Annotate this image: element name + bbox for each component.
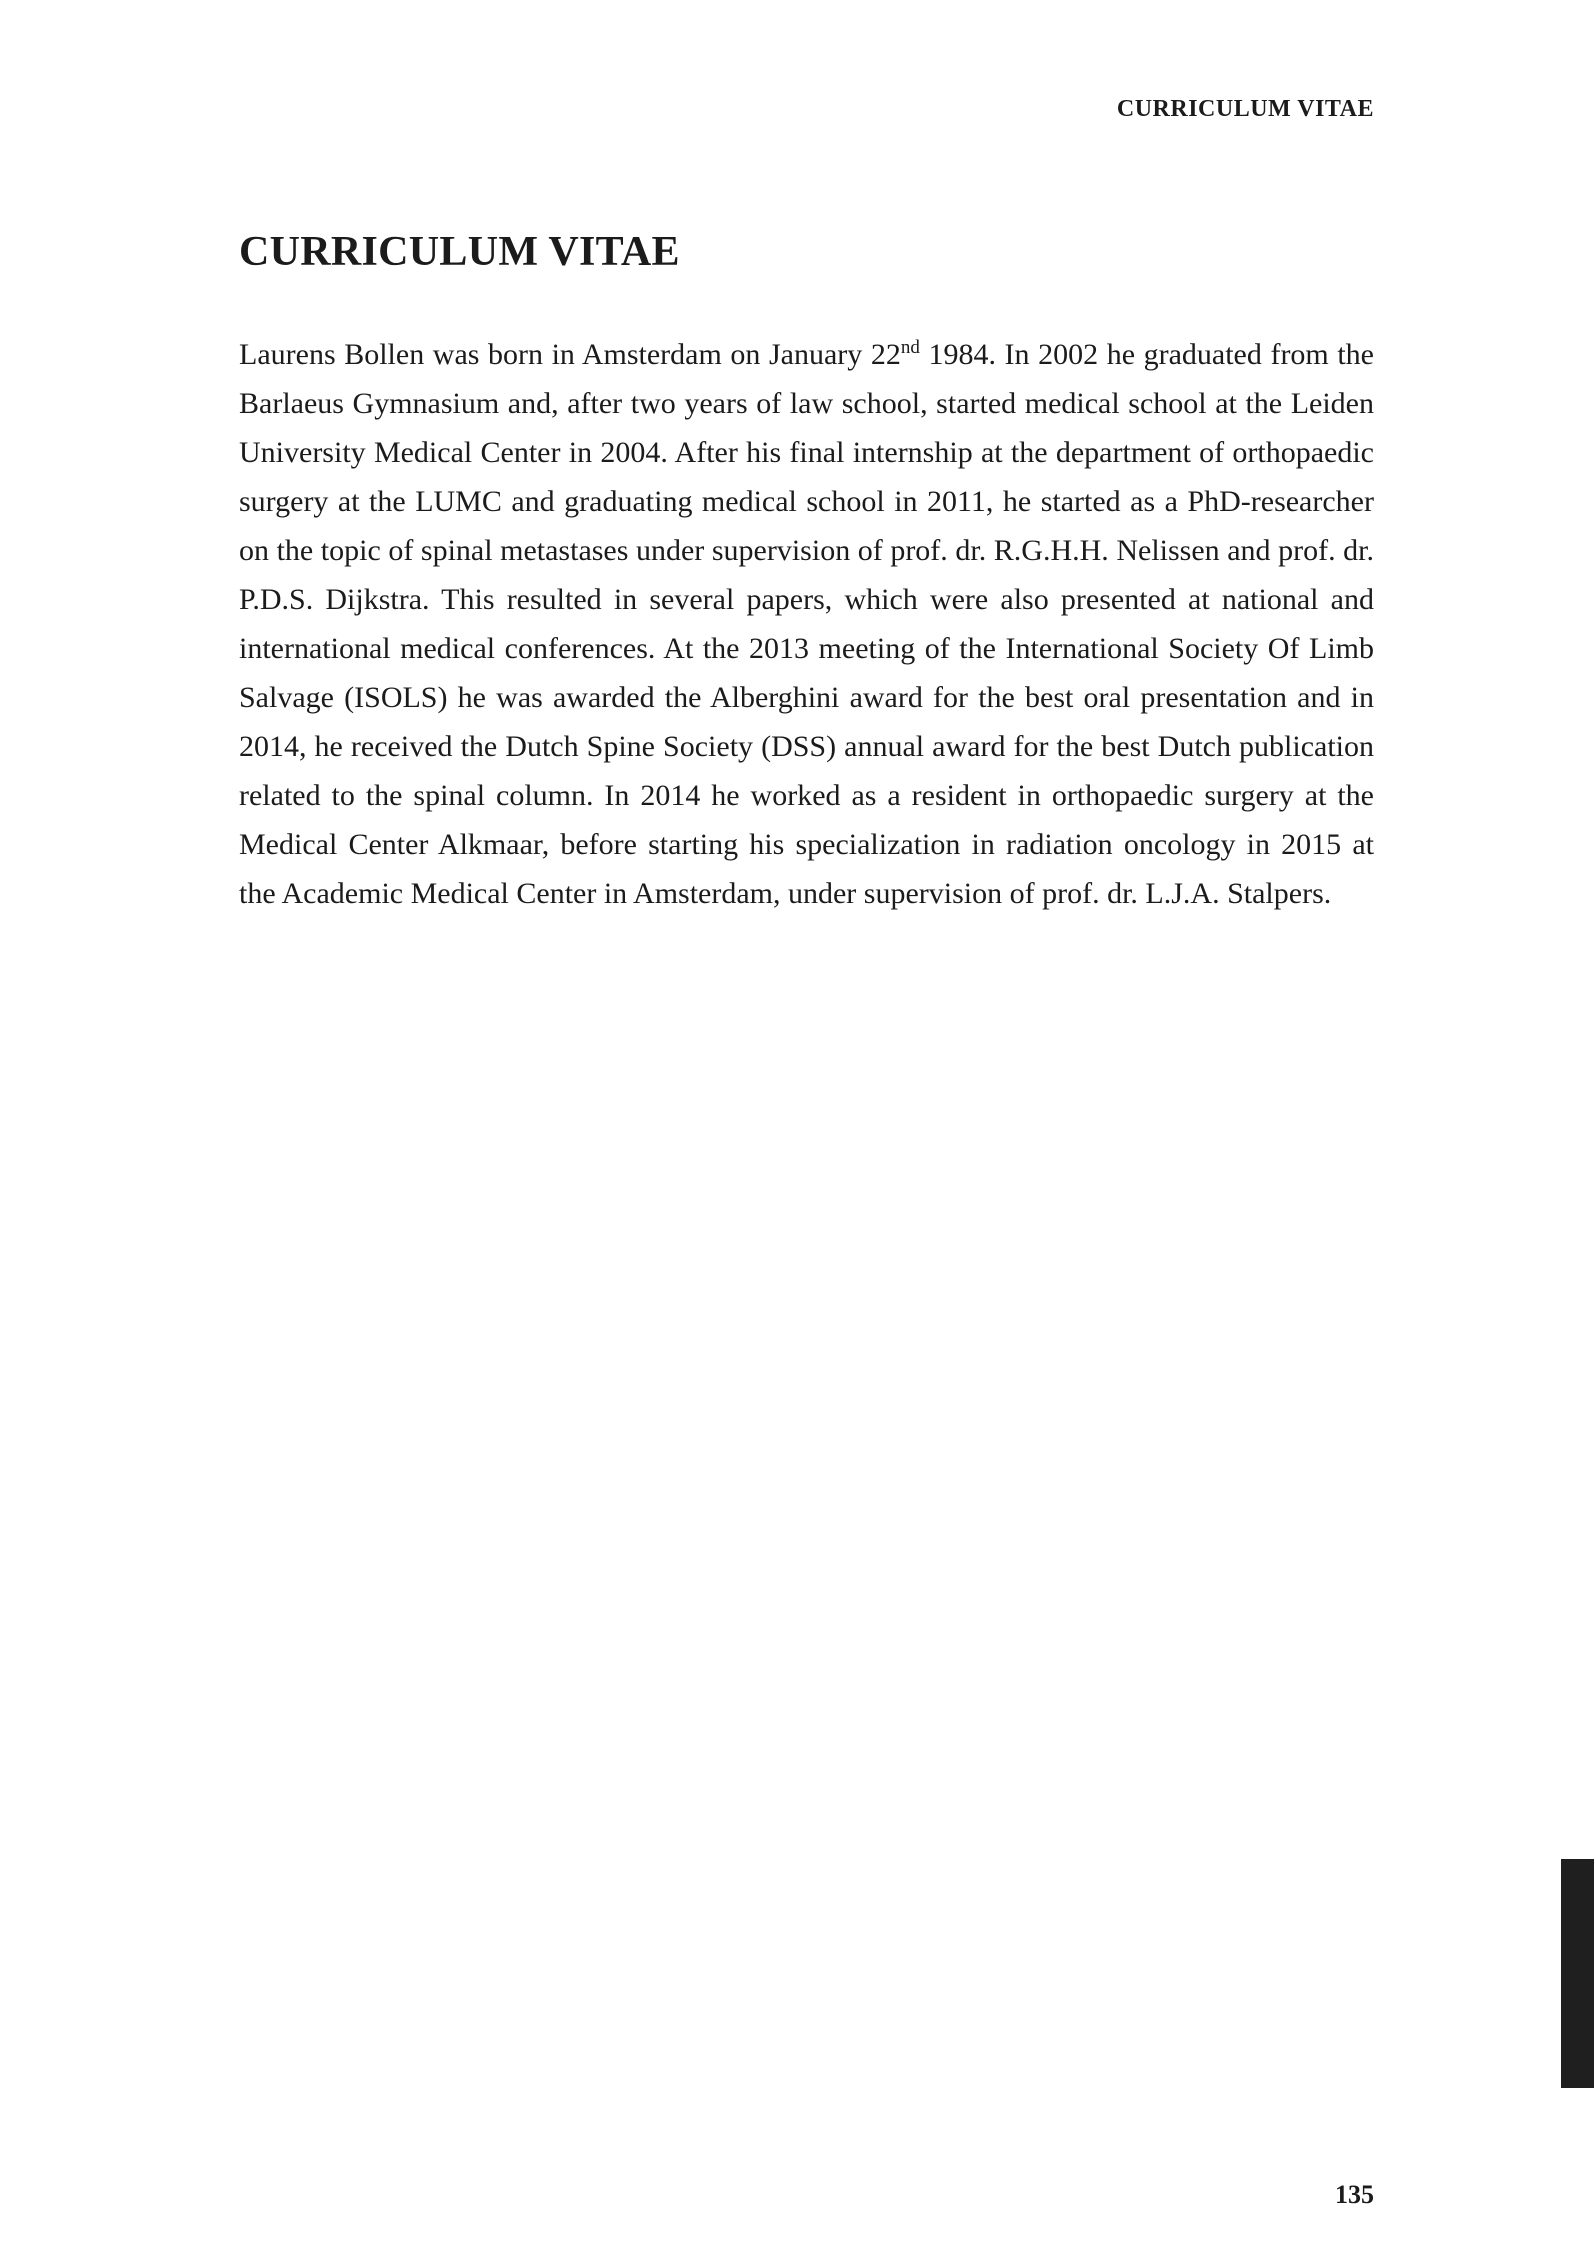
running-header: CURRICULUM VITAE [1116,96,1374,122]
page-title: CURRICULUM VITAE [239,229,680,275]
ordinal-superscript: nd [900,337,920,358]
cv-paragraph-text-rest: 1984. In 2002 he graduated from the Barlaeus Gymnasium and, after two years of law school, started medical school at the Leiden University Medical Center in 2004. After his final internship at the department of orthopaedic surgery at the LUMC and graduating medical school in 2011, he started as a PhD-researcher on the topic of spinal metastases under supervision of prof. dr. R.G.H.H. Nelissen and prof. dr. P.D.S. Dijkstra. This resulted in several papers, which were also presented at national and international medical conferences. At the 2013 meeting of the International Society Of Limb Salvage (ISOLS) he was awarded the Alberghini award for the best oral presentation and in 2014, he received the Dutch Spine Society (DSS) annual award for the best Dutch publication related to the spinal column. In 2014 he worked as a resident in orthopaedic surgery at the Medical Center Alkmaar, before starting his specialization in radiation oncology in 2015 at the Academic Medical Center in Amsterdam, under supervision of prof. dr. L.J.A. Stalpers. [239,338,1375,910]
cv-paragraph [239,330,1374,918]
cv-paragraph-text-start: Laurens Bollen was born in Amsterdam on January 22 [239,338,901,371]
chapter-thumb-tab [1561,1859,1594,2088]
page-number: 135 [1335,2180,1374,2209]
